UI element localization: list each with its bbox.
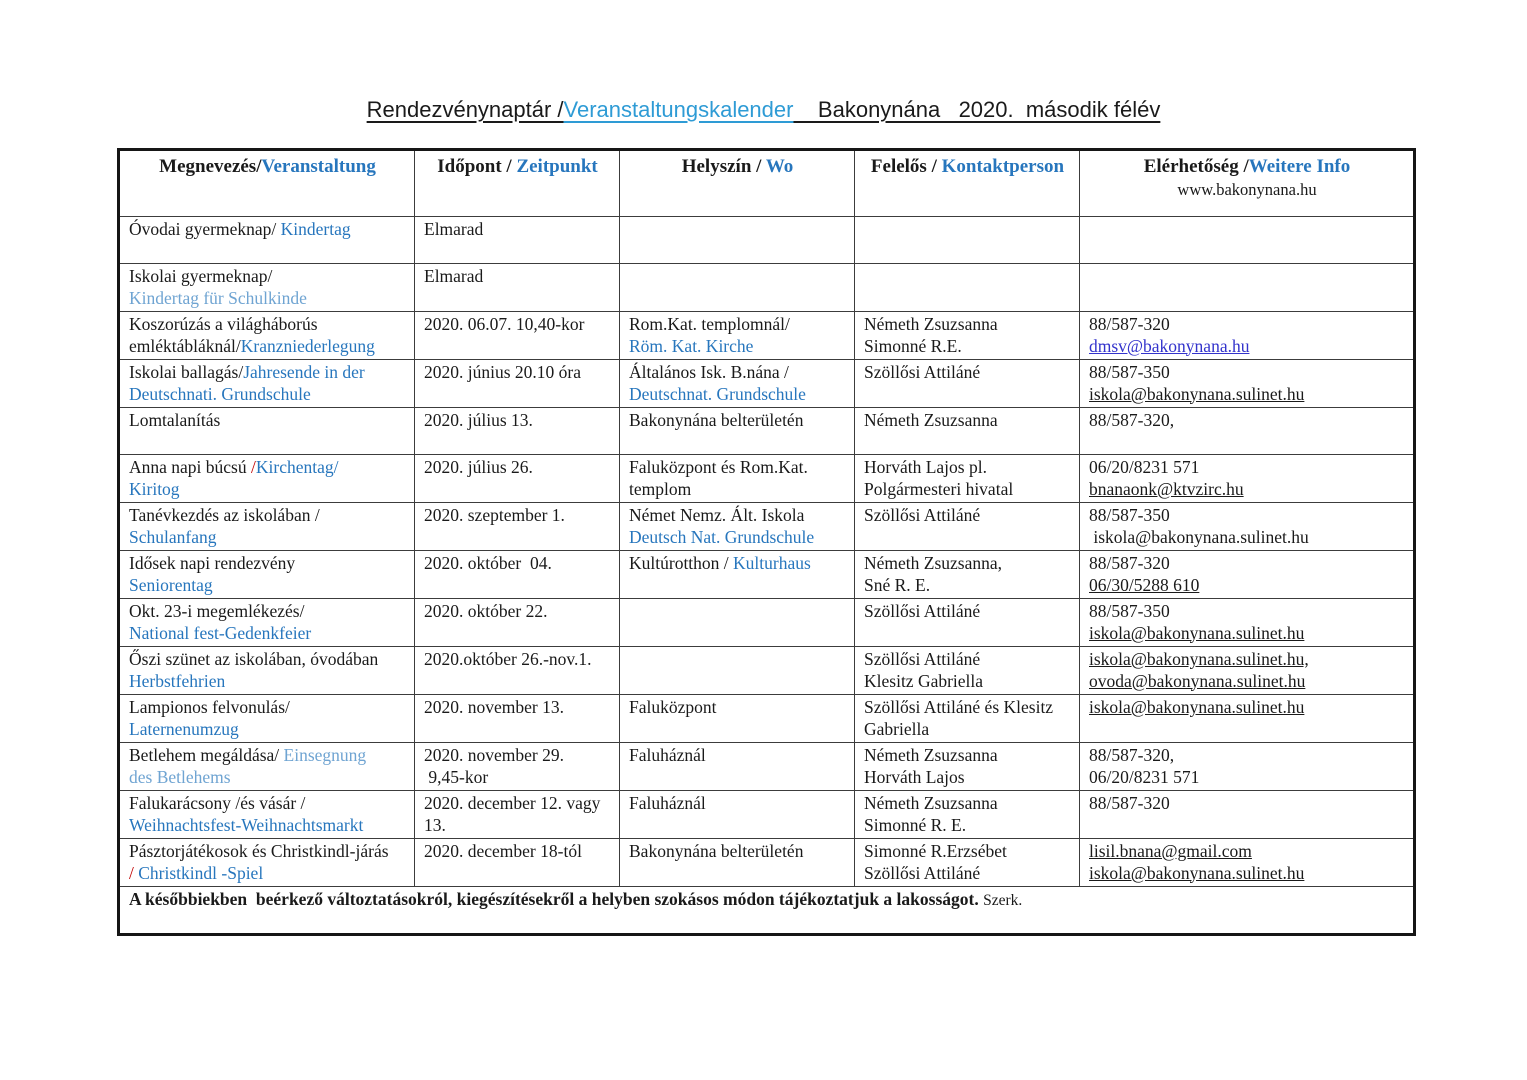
text-line (129, 767, 406, 789)
text-segment: Szöllősi Attiláné és Klesitz (864, 697, 1054, 717)
website-url: www.bakonynana.hu (1177, 179, 1317, 199)
text-segment: Bakonynána 2020. második félév (793, 97, 1161, 122)
table-row (119, 503, 1415, 551)
text-segment: Christkindl -Spiel (138, 862, 264, 883)
text-segment: Faluháznál (629, 745, 706, 765)
phone-number: 06/20/8231 571 (1089, 457, 1200, 477)
text-line (129, 841, 406, 863)
text-line (129, 479, 406, 501)
text-line (129, 719, 406, 741)
text-line (424, 815, 611, 837)
text-line (424, 457, 611, 479)
text-segment: Schulanfang (129, 526, 217, 547)
text-segment: Falukarácsony /és vásár / (129, 793, 306, 813)
text-segment: 2020. június 20.10 óra (424, 362, 582, 382)
contact-info-cell (1080, 455, 1415, 503)
contact-info-cell (1080, 791, 1415, 839)
text-segment: 2020. december 12. vagy (424, 793, 601, 813)
text-segment: Németh Zsuzsanna (864, 314, 998, 334)
contact-person-cell (855, 791, 1080, 839)
text-line (629, 745, 846, 767)
text-line (864, 553, 1071, 575)
text-segment: Kranzniederlegung (240, 335, 375, 356)
footer-note (119, 887, 1415, 935)
contact-info-cell (1080, 408, 1415, 455)
location-cell (620, 455, 855, 503)
date-cell (415, 455, 620, 503)
text-segment: / (251, 457, 256, 477)
text-segment: Deutschnati. Grundschule (129, 383, 311, 404)
text-line (864, 697, 1071, 719)
text-segment: Elmarad (424, 266, 484, 286)
text-line (864, 575, 1071, 597)
header-cell-elerhetoseg (1080, 150, 1415, 217)
text-line (864, 649, 1071, 671)
contact-info-cell (1080, 839, 1415, 887)
phone-number: 88/587-350 (1089, 601, 1170, 621)
text-line (129, 527, 406, 549)
text-line (129, 863, 406, 885)
text-line (629, 457, 846, 479)
contact-info-cell (1080, 695, 1415, 743)
text-segment: Kindertag für Schulkinde (129, 287, 307, 308)
event-name-cell (119, 551, 415, 599)
text-line (424, 793, 611, 815)
location-cell (620, 264, 855, 312)
text-segment: Lampionos felvonulás/ (129, 697, 290, 717)
text-line (629, 527, 846, 549)
text-segment: Gabriella (864, 718, 930, 739)
text-line (864, 505, 1071, 527)
text-segment: Sné R. E. (864, 574, 931, 595)
date-cell (415, 743, 620, 791)
contact-person-cell (855, 695, 1080, 743)
text-line (864, 863, 1071, 885)
text-line (129, 219, 406, 241)
table-row (119, 312, 1415, 360)
text-line (864, 601, 1071, 623)
page-title (0, 97, 1527, 123)
text-segment: Kontaktperson (941, 156, 1065, 177)
table-row (119, 599, 1415, 647)
location-cell (620, 217, 855, 264)
phone-number: 88/587-320 (1089, 553, 1170, 573)
email-text: bnanaonk@ktvzirc.hu (1089, 478, 1244, 499)
location-cell (620, 839, 855, 887)
text-line (629, 410, 846, 432)
text-segment: Iskolai ballagás/ (129, 362, 244, 382)
text-segment: templom (629, 478, 692, 499)
text-segment: Kultúrotthon / (629, 553, 734, 573)
location-cell (620, 695, 855, 743)
text-line (129, 314, 406, 336)
text-line (129, 336, 406, 358)
text-segment: Lomtalanítás (129, 410, 221, 430)
text-segment: 2020. 06.07. 10,40-kor (424, 314, 585, 334)
text-segment: Iskolai gyermeknap/ (129, 266, 273, 286)
text-segment: Wo (765, 156, 794, 177)
text-line (424, 841, 611, 863)
event-name-cell (119, 360, 415, 408)
text-segment: Simonné R. E. (864, 814, 967, 835)
contact-info-cell (1080, 551, 1415, 599)
text-segment: Anna napi búcsú (129, 457, 251, 477)
text-line (864, 362, 1071, 384)
contact-info-cell (1080, 743, 1415, 791)
event-name-cell (119, 503, 415, 551)
table-row (119, 647, 1415, 695)
date-cell (415, 695, 620, 743)
text-segment: Faluközpont (629, 697, 717, 717)
text-line (424, 266, 611, 288)
text-line (629, 697, 846, 719)
text-segment: Németh Zsuzsanna (864, 745, 998, 765)
text-line (629, 384, 846, 406)
text-segment: Laternenumzug (129, 718, 239, 739)
text-line (424, 410, 611, 432)
event-name-cell (119, 455, 415, 503)
text-line (864, 336, 1071, 358)
text-segment: Megnevezés/ (159, 156, 262, 177)
text-segment: 2020. november 13. (424, 697, 564, 717)
location-cell (620, 408, 855, 455)
text-segment: Kindertag (280, 219, 351, 239)
text-segment: Zeitpunkt (516, 156, 598, 177)
table-row (119, 360, 1415, 408)
text-segment: Óvodai gyermeknap/ (129, 219, 281, 239)
footer-note-text: A későbbiekben beérkező változtatásokról, kiegészítésekről a helyben szokásos módon tájékoztatjuk a lakosságot. (129, 889, 979, 909)
text-segment: Általános Isk. B.nána / (629, 362, 789, 382)
text-line (629, 314, 846, 336)
phone-number: 88/587-320, (1089, 745, 1175, 765)
contact-person-cell (855, 839, 1080, 887)
date-cell (415, 408, 620, 455)
text-segment: 2020. december 18-tól (424, 841, 582, 861)
contact-info-cell (1080, 503, 1415, 551)
text-segment: 2020. szeptember 1. (424, 505, 565, 525)
date-cell (415, 264, 620, 312)
text-segment: Faluháznál (629, 793, 706, 813)
contact-info-cell (1080, 312, 1415, 360)
text-line (129, 457, 406, 479)
text-segment: Pásztorjátékosok és Christkindl-járás (129, 841, 389, 861)
text-segment: Einsegnung (283, 745, 367, 765)
text-line (864, 457, 1071, 479)
text-segment: Deutsch Nat. Grundschule (629, 526, 815, 547)
location-cell (620, 360, 855, 408)
text-line (129, 362, 406, 384)
text-line (629, 479, 846, 501)
table-row (119, 695, 1415, 743)
email-link[interactable]: dmsv@bakonynana.hu (1089, 335, 1250, 356)
contact-person-cell (855, 312, 1080, 360)
text-line (424, 362, 611, 384)
email-text: iskola@bakonynana.sulinet.hu (1089, 697, 1305, 717)
table-row (119, 551, 1415, 599)
location-cell (620, 791, 855, 839)
text-line (129, 793, 406, 815)
text-line (424, 649, 611, 671)
contact-info-cell (1080, 264, 1415, 312)
text-line (629, 336, 846, 358)
text-segment: Helyszín / (681, 156, 766, 177)
text-segment: Horváth Lajos pl. (864, 457, 987, 477)
event-calendar-table (117, 148, 1416, 936)
text-line (424, 601, 611, 623)
text-segment: Deutschnat. Grundschule (629, 383, 806, 404)
text-segment: Bakonynána belterületén (629, 410, 804, 430)
table-row (119, 455, 1415, 503)
date-cell (415, 647, 620, 695)
date-cell (415, 599, 620, 647)
text-segment: Rom.Kat. templomnál/ (629, 314, 790, 334)
text-segment: Németh Zsuzsanna (864, 793, 998, 813)
text-line (129, 697, 406, 719)
contact-info-cell (1080, 599, 1415, 647)
event-name-cell (119, 217, 415, 264)
text-segment: Koszorúzás a világháborús (129, 314, 318, 334)
text-segment: Veranstaltung (261, 156, 376, 177)
text-line (129, 815, 406, 837)
text-segment: 2020. július 13. (424, 410, 533, 430)
text-segment: 2020. október 22. (424, 601, 548, 621)
text-line (129, 505, 406, 527)
text-line (424, 553, 611, 575)
text-line (129, 575, 406, 597)
text-segment: Betlehem megáldása/ (129, 745, 284, 765)
email-text: iskola@bakonynana.sulinet.hu (1089, 622, 1305, 643)
text-segment: Szöllősi Attiláné (864, 862, 981, 883)
email-text: iskola@bakonynana.sulinet.hu (1089, 383, 1305, 404)
text-segment: Kulturhaus (733, 553, 811, 573)
text-segment: Szöllősi Attiláné (864, 649, 981, 669)
text-segment: 2020. november 29. (424, 745, 564, 765)
text-segment: Simonné R.E. (864, 335, 962, 356)
text-segment: Szöllősi Attiláné (864, 601, 981, 621)
contact-person-cell (855, 551, 1080, 599)
table-row (119, 839, 1415, 887)
event-name-cell (119, 839, 415, 887)
text-line (864, 767, 1071, 789)
text-line (129, 649, 406, 671)
text-line (864, 745, 1071, 767)
text-segment: Elérhetőség / (1143, 156, 1249, 177)
text-line (424, 314, 611, 336)
phone-number: 88/587-350 (1089, 362, 1170, 382)
text-line (129, 384, 406, 406)
phone-number: 06/30/5288 610 (1089, 574, 1200, 595)
text-segment: Röm. Kat. Kirche (629, 335, 754, 356)
text-segment: Faluközpont és Rom.Kat. (629, 457, 808, 477)
location-cell (620, 503, 855, 551)
event-name-cell (119, 695, 415, 743)
table-row (119, 743, 1415, 791)
text-line (424, 505, 611, 527)
email-text: iskola@bakonynana.sulinet.hu (1089, 862, 1305, 883)
table-row (119, 791, 1415, 839)
text-line (424, 697, 611, 719)
location-cell (620, 743, 855, 791)
phone-number: 88/587-320 (1089, 793, 1170, 813)
text-line (129, 266, 406, 288)
event-name-cell (119, 264, 415, 312)
location-cell (620, 312, 855, 360)
date-cell (415, 791, 620, 839)
email-text: iskola@bakonynana.sulinet.hu, (1089, 649, 1309, 669)
text-line (129, 671, 406, 693)
text-segment: Bakonynána belterületén (629, 841, 804, 861)
contact-info-cell (1080, 217, 1415, 264)
text-segment: Okt. 23-i megemlékezés/ (129, 601, 305, 621)
text-segment: Idősek napi rendezvény (129, 553, 296, 573)
date-cell (415, 360, 620, 408)
table-row (119, 264, 1415, 312)
text-line (129, 410, 406, 432)
contact-person-cell (855, 455, 1080, 503)
location-cell (620, 647, 855, 695)
text-line (129, 288, 406, 310)
contact-person-cell (855, 360, 1080, 408)
text-segment: Felelős / (870, 156, 942, 177)
table-row (119, 408, 1415, 455)
text-segment: Tanévkezdés az iskolában / (129, 505, 320, 525)
contact-person-cell (855, 743, 1080, 791)
text-line (864, 314, 1071, 336)
contact-person-cell (855, 599, 1080, 647)
text-segment: Kiritog (129, 478, 180, 499)
location-cell (620, 551, 855, 599)
text-segment: National fest-Gedenkfeier (129, 622, 312, 643)
text-segment: Szöllősi Attiláné (864, 505, 981, 525)
header-cell-megnevezes (119, 150, 415, 217)
text-line (864, 410, 1071, 432)
event-name-cell (119, 599, 415, 647)
text-line (864, 671, 1071, 693)
text-segment: emléktábláknál/ (129, 335, 241, 356)
text-line (424, 767, 611, 789)
text-line (629, 553, 846, 575)
text-segment: Elmarad (424, 219, 484, 239)
text-segment: Veranstaltungskalender (563, 97, 794, 122)
header-cell-helyszin (620, 150, 855, 217)
event-name-cell (119, 791, 415, 839)
text-segment: Németh Zsuzsanna, (864, 553, 1003, 573)
text-line (864, 479, 1071, 501)
header-row (119, 150, 1415, 217)
contact-info-cell (1080, 647, 1415, 695)
location-cell (620, 599, 855, 647)
text-line (629, 505, 846, 527)
text-segment: Polgármesteri hivatal (864, 478, 1014, 499)
date-cell (415, 312, 620, 360)
email-text: ovoda@bakonynana.sulinet.hu (1089, 670, 1306, 691)
text-segment: Szöllősi Attiláné (864, 362, 981, 382)
text-line (629, 793, 846, 815)
text-segment: Rendezvénynaptár / (366, 97, 564, 122)
text-line (864, 793, 1071, 815)
event-name-cell (119, 743, 415, 791)
text-segment: Őszi szünet az iskolában, óvodában (129, 649, 379, 669)
email-text: lisil.bnana@gmail.com (1089, 841, 1252, 861)
phone-number: 88/587-320 (1089, 314, 1170, 334)
date-cell (415, 551, 620, 599)
text-segment: Horváth Lajos (864, 766, 965, 787)
contact-person-cell (855, 217, 1080, 264)
text-segment: Weitere Info (1248, 156, 1351, 177)
text-segment: Weihnachtsfest-Weihnachtsmarkt (129, 814, 364, 835)
text-segment: 2020. július 26. (424, 457, 533, 477)
text-line (129, 601, 406, 623)
text-segment: Herbstfehrien (129, 670, 226, 691)
text-segment: 13. (424, 814, 446, 835)
text-segment: Német Nemz. Ált. Iskola (629, 505, 805, 525)
contact-info-cell (1080, 360, 1415, 408)
text-segment: Kirchentag/ (255, 457, 339, 477)
header-cell-idopont (415, 150, 620, 217)
text-segment: des Betlehems (129, 766, 231, 787)
text-line (424, 745, 611, 767)
contact-person-cell (855, 503, 1080, 551)
date-cell (415, 503, 620, 551)
header-cell-felelos (855, 150, 1080, 217)
text-segment: 9,45-kor (424, 766, 489, 787)
footer-editor-label: Szerk. (983, 892, 1023, 909)
contact-person-cell (855, 264, 1080, 312)
text-line (864, 841, 1071, 863)
text-segment: Jahresende in der (243, 362, 365, 382)
text-segment: Időpont / (437, 156, 517, 177)
text-line (129, 553, 406, 575)
text-segment: Klesitz Gabriella (864, 670, 984, 691)
table-row (119, 217, 1415, 264)
text-segment: Németh Zsuzsanna (864, 410, 998, 430)
date-cell (415, 839, 620, 887)
text-line (629, 841, 846, 863)
text-line (864, 815, 1071, 837)
text-segment: 2020.október 26.-nov.1. (424, 649, 592, 669)
event-name-cell (119, 312, 415, 360)
text-line (629, 362, 846, 384)
contact-person-cell (855, 647, 1080, 695)
text-line (424, 219, 611, 241)
event-name-cell (119, 647, 415, 695)
text-line (129, 745, 406, 767)
footer-row (119, 887, 1415, 935)
contact-person-cell (855, 408, 1080, 455)
event-name-cell (119, 408, 415, 455)
text-segment: Simonné R.Erzsébet (864, 841, 1007, 861)
phone-number: 06/20/8231 571 (1089, 766, 1200, 787)
phone-number: 88/587-320, (1089, 410, 1175, 430)
text-line (864, 719, 1071, 741)
text-line (129, 623, 406, 645)
text-segment: / (129, 862, 139, 883)
email-text: iskola@bakonynana.sulinet.hu (1089, 526, 1309, 547)
phone-number: 88/587-350 (1089, 505, 1170, 525)
text-segment: Seniorentag (129, 574, 213, 595)
text-segment: 2020. október 04. (424, 553, 552, 573)
date-cell (415, 217, 620, 264)
